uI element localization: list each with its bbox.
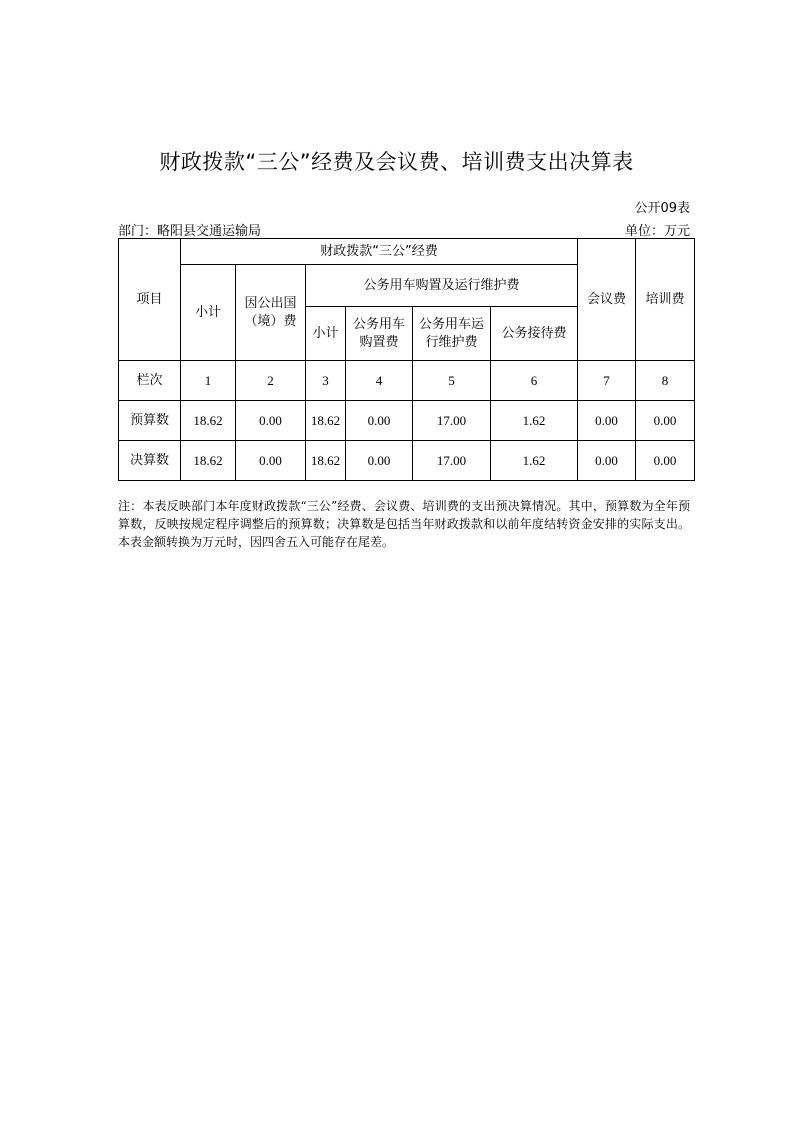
table-cell: 8	[636, 361, 695, 401]
form-code: 公开09表	[634, 201, 690, 216]
header-subtotal: 小计	[181, 265, 236, 361]
table-cell: 5	[413, 361, 491, 401]
table-cell: 1.62	[491, 441, 578, 481]
table-cell: 6	[491, 361, 578, 401]
table-cell: 2	[236, 361, 306, 401]
row-label: 决算数	[119, 441, 181, 481]
row-label: 预算数	[119, 401, 181, 441]
table-row	[119, 401, 695, 441]
table-cell: 0.00	[636, 441, 695, 481]
table-note: 注：本表反映部门本年度财政拨款“三公”经费、会议费、培训费的支出预决算情况。其中，预算数为全年预算数，反映按规定程序调整后的预算数；决算数是包括当年财政拨款和以前年度结转资金安排的实际支出。本表金额转换为万元时，因四舍五入可能存在尾差。	[118, 499, 690, 549]
table-row	[119, 441, 695, 481]
department-label: 部门：略阳县交通运输局	[118, 224, 262, 239]
table-cell: 17.00	[413, 441, 491, 481]
table-cell: 18.62	[181, 441, 236, 481]
header-vehicle-group: 公务用车购置及运行维护费	[306, 265, 578, 307]
table-row	[119, 361, 695, 401]
header-reception: 公务接待费	[491, 307, 578, 361]
header-vehicle-purchase: 公务用车购置费	[346, 307, 413, 361]
unit-label: 单位：万元	[624, 224, 690, 239]
expense-table	[118, 238, 695, 481]
table-cell: 17.00	[413, 401, 491, 441]
table-cell: 0.00	[578, 401, 636, 441]
table-cell: 0.00	[636, 401, 695, 441]
header-sangong-group: 财政拨款“三公”经费	[181, 239, 578, 265]
table-cell: 0.00	[346, 441, 413, 481]
table-cell: 18.62	[306, 401, 346, 441]
table-cell: 18.62	[181, 401, 236, 441]
header-meeting: 会议费	[578, 239, 636, 361]
header-vehicle-subtotal: 小计	[306, 307, 346, 361]
table-cell: 0.00	[578, 441, 636, 481]
table-cell: 7	[578, 361, 636, 401]
table-cell: 3	[306, 361, 346, 401]
row-label: 栏次	[119, 361, 181, 401]
header-abroad: 因公出国（境）费	[236, 265, 306, 361]
page-title: 财政拨款“三公”经费及会议费、培训费支出决算表	[159, 150, 634, 174]
table-cell: 18.62	[306, 441, 346, 481]
table-cell: 1.62	[491, 401, 578, 441]
table-cell: 0.00	[236, 401, 306, 441]
header-vehicle-operation: 公务用车运行维护费	[413, 307, 491, 361]
table-cell: 1	[181, 361, 236, 401]
table-cell: 0.00	[236, 441, 306, 481]
header-training: 培训费	[636, 239, 695, 361]
table-cell: 4	[346, 361, 413, 401]
table-cell: 0.00	[346, 401, 413, 441]
header-item: 项目	[119, 239, 181, 361]
